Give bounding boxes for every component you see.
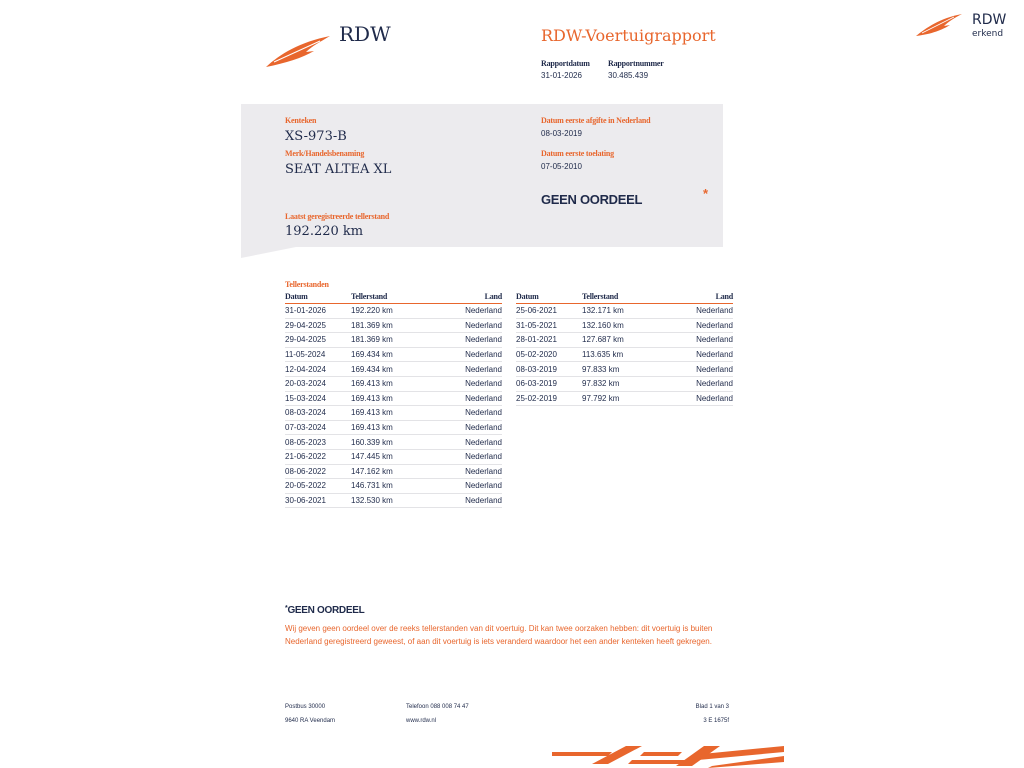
cell-reading: 97.833 km <box>582 362 652 377</box>
first-nl-label: Datum eerste afgifte in Nederland <box>541 116 651 125</box>
cell-reading: 132.530 km <box>351 493 421 508</box>
table-row <box>285 449 502 464</box>
table-row <box>285 376 502 391</box>
last-odo-label: Laatst geregistreerde tellerstand <box>285 212 390 221</box>
table-row <box>285 391 502 406</box>
table-row <box>516 362 733 377</box>
col-header-date: Datum <box>516 291 582 304</box>
table-header-row <box>285 291 502 304</box>
cell-country: Nederland <box>421 333 502 348</box>
panel-tail <box>241 246 301 258</box>
table-header-row <box>516 291 733 304</box>
cell-reading: 97.792 km <box>582 391 652 406</box>
cell-date: 20-05-2022 <box>285 479 351 494</box>
cell-reading: 132.171 km <box>582 304 652 319</box>
footer-phone: Telefoon 088 008 74 47 <box>406 704 469 710</box>
report-title: RDW-Voertuigrapport <box>541 26 716 45</box>
table-row <box>285 347 502 362</box>
cell-reading: 169.434 km <box>351 362 421 377</box>
table-row <box>516 376 733 391</box>
table-row <box>285 333 502 348</box>
cell-country: Nederland <box>652 362 733 377</box>
col-header-date: Datum <box>285 291 351 304</box>
odometer-table-left <box>285 291 502 508</box>
table-row <box>516 391 733 406</box>
cell-date: 29-04-2025 <box>285 318 351 333</box>
cell-country: Nederland <box>421 420 502 435</box>
plate-value: XS-973-B <box>285 129 347 144</box>
make-label: Merk/Handelsbenaming <box>285 149 365 158</box>
cell-reading: 181.369 km <box>351 333 421 348</box>
cell-country: Nederland <box>421 406 502 421</box>
table-row <box>285 479 502 494</box>
cell-date: 06-03-2019 <box>516 376 582 391</box>
cell-reading: 192.220 km <box>351 304 421 319</box>
odometer-table-right <box>516 291 733 406</box>
footer-postbus: Postbus 30000 <box>285 704 326 710</box>
cell-country: Nederland <box>421 435 502 450</box>
badge-subtitle: erkend <box>972 29 1004 39</box>
cell-country: Nederland <box>421 318 502 333</box>
cell-date: 11-05-2024 <box>285 347 351 362</box>
table-row <box>516 318 733 333</box>
cell-country: Nederland <box>652 333 733 348</box>
make-value: SEAT ALTEA XL <box>285 162 392 177</box>
cell-date: 21-06-2022 <box>285 449 351 464</box>
footer-code: 3 E 1675f <box>703 718 729 724</box>
first-nl-value: 08-03-2019 <box>541 129 582 138</box>
footer-address: 9640 RA Veendam <box>285 718 336 724</box>
cell-date: 08-03-2019 <box>516 362 582 377</box>
cell-reading: 169.413 km <box>351 376 421 391</box>
plate-label: Kenteken <box>285 116 317 125</box>
cell-date: 12-04-2024 <box>285 362 351 377</box>
table-row <box>285 362 502 377</box>
cell-reading: 147.162 km <box>351 464 421 479</box>
table-row <box>516 347 733 362</box>
first-admission-value: 07-05-2010 <box>541 162 582 171</box>
cell-reading: 169.434 km <box>351 347 421 362</box>
cell-date: 30-06-2021 <box>285 493 351 508</box>
feather-logo-icon <box>264 22 332 68</box>
odometer-right-body <box>516 304 733 406</box>
badge-name: RDW <box>972 12 1007 28</box>
table-row <box>285 304 502 319</box>
cell-country: Nederland <box>421 376 502 391</box>
note-title: GEEN OORDEEL <box>287 605 365 616</box>
cell-reading: 147.445 km <box>351 449 421 464</box>
footer-page: Blad 1 van 3 <box>695 704 729 710</box>
cell-reading: 127.687 km <box>582 333 652 348</box>
feather-logo-icon <box>914 10 964 40</box>
odometer-left-body <box>285 304 502 508</box>
table-row <box>285 464 502 479</box>
cell-reading: 181.369 km <box>351 318 421 333</box>
last-odo-value: 192.220 km <box>285 224 364 239</box>
cell-date: 07-03-2024 <box>285 420 351 435</box>
col-header-country: Land <box>652 291 733 304</box>
cell-date: 15-03-2024 <box>285 391 351 406</box>
decorative-stripes-graphic <box>552 744 792 768</box>
cell-date: 25-02-2019 <box>516 391 582 406</box>
cell-date: 31-01-2026 <box>285 304 351 319</box>
table-row <box>285 420 502 435</box>
table-row <box>285 493 502 508</box>
cell-reading: 146.731 km <box>351 479 421 494</box>
note-asterisk: * <box>285 605 288 612</box>
cell-date: 29-04-2025 <box>285 333 351 348</box>
first-admission-label: Datum eerste toelating <box>541 149 614 158</box>
cell-country: Nederland <box>421 362 502 377</box>
cell-country: Nederland <box>421 464 502 479</box>
brand-name: RDW <box>339 22 391 46</box>
cell-country: Nederland <box>421 391 502 406</box>
report-number-value: 30.485.439 <box>608 71 649 80</box>
cell-reading: 169.413 km <box>351 391 421 406</box>
cell-date: 05-02-2020 <box>516 347 582 362</box>
cell-reading: 97.832 km <box>582 376 652 391</box>
report-number-label: Rapportnummer <box>608 59 664 68</box>
table-row <box>285 406 502 421</box>
cell-country: Nederland <box>652 304 733 319</box>
cell-reading: 160.339 km <box>351 435 421 450</box>
cell-country: Nederland <box>421 304 502 319</box>
report-date-label: Rapportdatum <box>541 59 590 68</box>
cell-reading: 169.413 km <box>351 406 421 421</box>
cell-date: 08-05-2023 <box>285 435 351 450</box>
col-header-country: Land <box>421 291 502 304</box>
verdict-asterisk: * <box>703 186 709 201</box>
cell-date: 20-03-2024 <box>285 376 351 391</box>
cell-country: Nederland <box>652 347 733 362</box>
cell-reading: 132.160 km <box>582 318 652 333</box>
note-heading <box>285 605 364 616</box>
cell-country: Nederland <box>421 493 502 508</box>
footer-web: www.rdw.nl <box>406 718 437 724</box>
odometer-section-title: Tellerstanden <box>285 280 329 289</box>
col-header-reading: Tellerstand <box>582 291 652 304</box>
cell-reading: 169.413 km <box>351 420 421 435</box>
cell-country: Nederland <box>421 347 502 362</box>
note-text: Wij geven geen oordeel over de reeks tellerstanden van dit voertuig. Dit kan twee oorzaken hebben: dit voertuig is buiten Nederland geregistreerd geweest, of aan dit voertuig is iets veranderd waardoor het een ander kenteken heeft gekregen. <box>285 624 713 646</box>
col-header-reading: Tellerstand <box>351 291 421 304</box>
cell-country: Nederland <box>652 318 733 333</box>
table-row <box>516 333 733 348</box>
rdw-erkend-badge <box>914 10 1014 40</box>
cell-reading: 113.635 km <box>582 347 652 362</box>
cell-country: Nederland <box>421 449 502 464</box>
cell-date: 28-01-2021 <box>516 333 582 348</box>
verdict: GEEN OORDEEL <box>541 192 643 207</box>
cell-country: Nederland <box>652 376 733 391</box>
cell-country: Nederland <box>421 479 502 494</box>
rdw-logo <box>264 22 394 70</box>
cell-country: Nederland <box>652 391 733 406</box>
cell-date: 31-05-2021 <box>516 318 582 333</box>
table-row <box>285 435 502 450</box>
cell-date: 08-06-2022 <box>285 464 351 479</box>
table-row <box>516 304 733 319</box>
cell-date: 25-06-2021 <box>516 304 582 319</box>
cell-date: 08-03-2024 <box>285 406 351 421</box>
report-date-value: 31-01-2026 <box>541 71 582 80</box>
table-row <box>285 318 502 333</box>
